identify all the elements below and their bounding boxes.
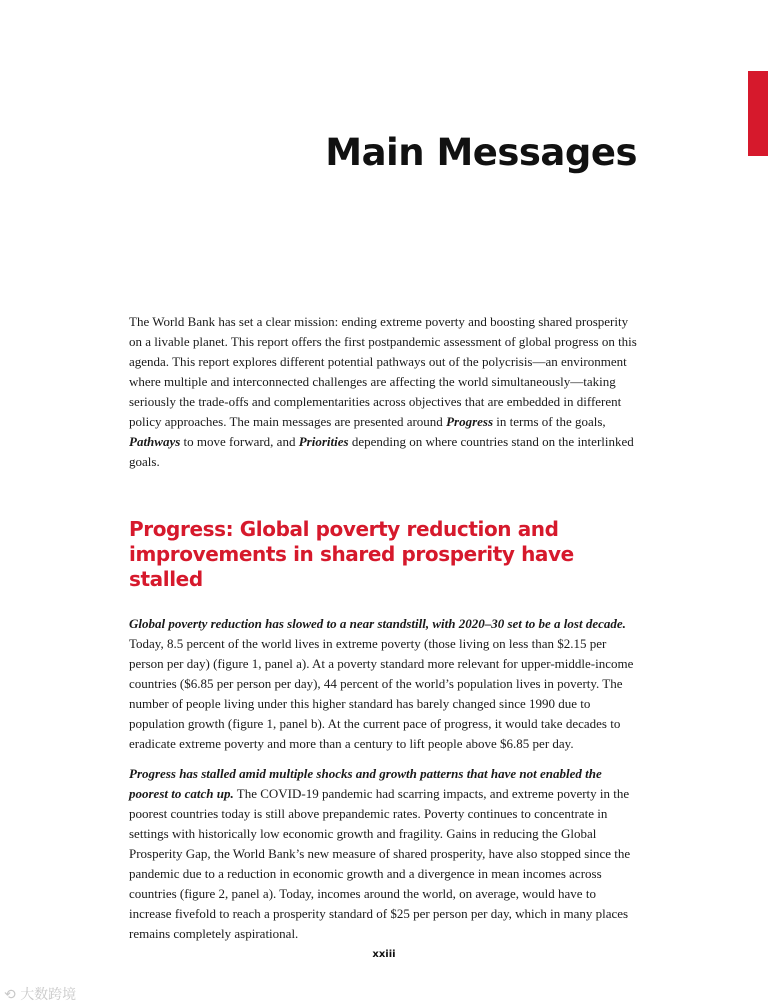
chapter-tab-marker xyxy=(748,71,768,156)
intro-text-3: to move forward, and xyxy=(180,434,299,449)
intro-text-2: in terms of the goals, xyxy=(493,414,606,429)
section-paragraph xyxy=(129,614,641,754)
keyword-pathways: Pathways xyxy=(129,434,181,449)
section-heading: Progress: Global poverty reduction and improvements in shared prosperity have stalled xyxy=(129,517,574,591)
main-content xyxy=(129,312,641,944)
keyword-progress: Progress xyxy=(446,414,494,429)
page-number: xxiii xyxy=(372,949,396,960)
section-paragraph xyxy=(129,764,641,944)
intro-text-4: depending on where countries stand on the interlinked goals. xyxy=(129,434,634,469)
watermark xyxy=(4,984,76,1004)
watermark-text: 大数跨境 xyxy=(20,987,77,1003)
intro-text-1: The World Bank has set a clear mission: ending extreme poverty and boosting shared prosperity on a livable planet. This report offers the first postpandemic assessment of global progress on this agenda. This report explores different potential pathways out of the polycrisis—an environment where multiple and interconnected challenges are affecting the world simultaneously—taking seriously the trade-offs and complementarities across objectives that are embedded in different policy approaches. The main messages are presented around xyxy=(129,314,637,429)
intro-paragraph xyxy=(129,312,641,472)
page-title: Main Messages xyxy=(325,131,637,174)
keyword-priorities: Priorities xyxy=(298,434,349,449)
watermark-logo-icon: ⟲ xyxy=(4,987,21,1003)
paragraph-lead: Progress has stalled amid multiple shocks and growth patterns that have not enabled the poorest to catch up. xyxy=(129,766,602,801)
paragraph-body: Today, 8.5 percent of the world lives in extreme poverty (those living on less than $2.15 per person per day) (figure 1, panel a). At a poverty standard more relevant for upper-middle-income countries ($6.85 per person per day), 44 percent of the world’s population lives in poverty. The number of people living under this higher standard has barely changed since 1990 due to population growth (figure 1, panel b). At the current pace of progress, it would take decades to eradicate extreme poverty and more than a century to lift people above $6.85 per day. xyxy=(129,636,634,751)
paragraph-lead: Global poverty reduction has slowed to a near standstill, with 2020–30 set to be a lost decade. xyxy=(129,616,626,631)
paragraph-body: The COVID-19 pandemic had scarring impacts, and extreme poverty in the poorest countries today is still above prepandemic rates. Poverty continues to concentrate in settings with historically low economic growth and fragility. Gains in reducing the Global Prosperity Gap, the World Bank’s new measure of shared prosperity, have also stopped since the pandemic due to a reduction in economic growth and a divergence in mean incomes across countries (figure 2, panel a). Today, incomes around the world, on average, would have to increase fivefold to reach a prosperity standard of $25 per person per day, which in many places remains completely aspirational. xyxy=(129,786,631,941)
